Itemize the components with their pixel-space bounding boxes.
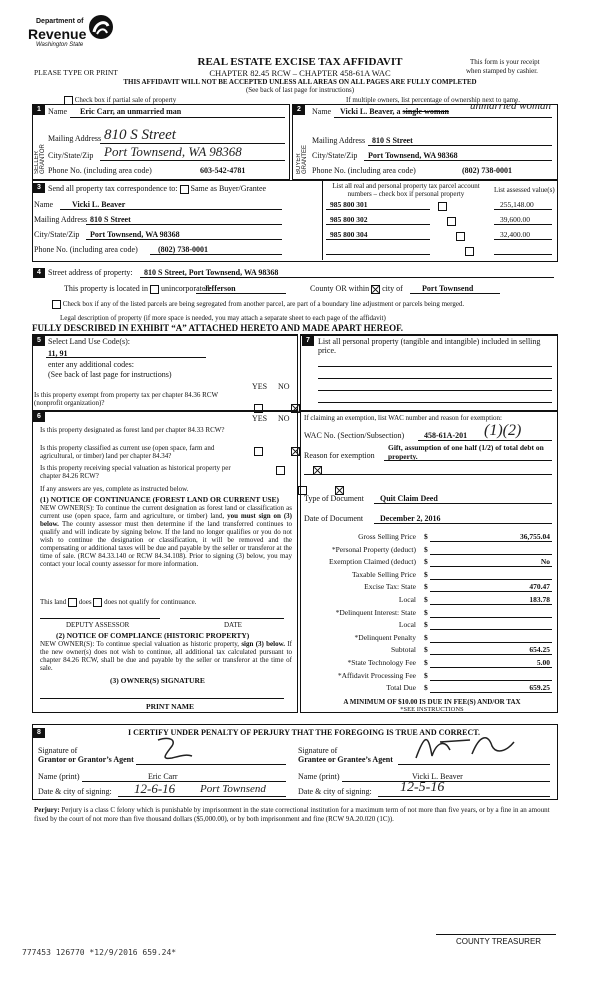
s6-yes: YES	[252, 414, 268, 423]
tax-row-label: Exemption Claimed (deduct)	[328, 557, 416, 567]
wac-number[interactable]: 458-61A-201	[424, 431, 468, 440]
logo-dept: Department of	[36, 18, 84, 25]
form-title: REAL ESTATE EXCISE TAX AFFIDAVIT	[197, 56, 403, 68]
reason-label: Reason for exemption	[304, 451, 375, 460]
receipt-note-1: This form is your receipt	[470, 58, 540, 66]
currency-symbol: $	[424, 645, 428, 655]
seller-side-label: SELLER GRANTOR	[34, 144, 46, 174]
wac-hand: (1)(2)	[484, 422, 522, 439]
parcel-assessed-value[interactable]: 255,148.00	[500, 200, 534, 209]
tax-row-value[interactable]: 36,755.04	[520, 532, 550, 541]
within-city[interactable]: Port Townsend	[422, 284, 474, 293]
tax-row-label: Local	[398, 620, 416, 630]
exempt-question: Is this property exempt from property tax per chapter 84.36 RCW (nonprofit organization)?	[34, 391, 218, 407]
city-of-label: city of	[382, 284, 403, 293]
doc-type[interactable]: Quit Claim Deed	[380, 494, 438, 503]
land-use-label: Select Land Use Code(s):	[48, 337, 130, 346]
tax-row-label: *Delinquent Interest: State	[335, 607, 416, 617]
q-historic: Is this property receiving special valuation as historical property per chapter 84.26 RCW?	[40, 464, 231, 480]
claim-exemption-label: If claiming an exemption, list WAC number and reason for exemption:	[304, 414, 502, 422]
does-label: does	[78, 598, 92, 607]
buyer-name[interactable]: Vicki L. Beaver, a	[340, 107, 401, 116]
tax-row-label: Taxable Selling Price	[351, 569, 416, 579]
personal-property-checkbox[interactable]	[447, 217, 456, 226]
tax-row-label: *Delinquent Penalty	[354, 632, 416, 642]
currency-symbol: $	[424, 532, 428, 541]
corr-city[interactable]: Port Townsend, WA 98368	[90, 230, 180, 239]
tax-row-value[interactable]: 654.25	[529, 645, 550, 655]
grantor-sig-label-1: Signature of	[38, 746, 78, 755]
parcel-assessed-value[interactable]: 39,600.00	[500, 215, 530, 224]
grantor-date-label: Date & city of signing:	[38, 787, 112, 796]
corr-name-label: Name	[34, 200, 54, 209]
currency-symbol: $	[424, 683, 428, 693]
buyer-phone[interactable]: (802) 738-0001	[462, 166, 512, 175]
grantor-signature	[150, 734, 210, 764]
does-not-checkbox[interactable]	[93, 598, 102, 607]
grantor-print-name[interactable]: Eric Carr	[148, 772, 178, 781]
county-label: County OR within	[310, 284, 370, 293]
parcel-account[interactable]: 985 800 301	[330, 200, 368, 209]
parcel-account[interactable]: 985 800 304	[330, 230, 368, 239]
currency-symbol: $	[424, 658, 428, 667]
form-subtitle: CHAPTER 82.45 RCW – CHAPTER 458-61A WAC	[209, 68, 391, 78]
tax-row-value[interactable]: 183.78	[529, 595, 550, 604]
county-treasurer-label: COUNTY TREASURER	[456, 937, 542, 946]
print-name-label: PRINT NAME	[146, 702, 194, 711]
correspondence-row	[48, 184, 266, 194]
segregated-checkbox[interactable]	[52, 300, 61, 309]
buyer-mail[interactable]: 810 S Street	[372, 136, 413, 145]
notice-continuance-title: (1) NOTICE OF CONTINUANCE (FOREST LAND OR CURRENT USE)	[40, 495, 280, 504]
correspondence-label: Send all property tax correspondence to:	[48, 184, 178, 193]
multiple-owners: If multiple owners, list percentage of ownership next to name.	[346, 96, 520, 104]
same-as-buyer-label: Same as Buyer/Grantee	[190, 184, 267, 193]
corr-phone-label: Phone No. (including area code)	[34, 245, 138, 254]
notice-compliance-text-b: If the new owner(s) does not wish to continue, all additional tax calculated pursuant to chapter 84.26 RCW, shall be due and payable by the seller or transferor at the time of sale.	[40, 640, 293, 672]
this-land-label: This land	[40, 598, 67, 607]
legal-description-label: Legal description of property (if more space is needed, you may attach a separate sheet to each page of the affidavit)	[60, 314, 386, 322]
partial-sale-label: Check box if partial sale of property	[74, 96, 177, 105]
notice-compliance-bold: sign (3) below.	[241, 640, 286, 648]
forest-yes-checkbox[interactable]	[254, 447, 263, 456]
unincorporated-checkbox[interactable]	[150, 285, 159, 294]
tax-row-label: *Affidavit Processing Fee	[337, 670, 416, 680]
seller-city-label: City/State/Zip	[48, 151, 94, 160]
buyer-city-label: City/State/Zip	[312, 151, 358, 160]
date-label: DATE	[224, 621, 242, 629]
currency-symbol: $	[424, 544, 428, 554]
buyer-name-hand: unmarried woman	[470, 100, 551, 112]
buyer-name-label: Name	[312, 107, 332, 116]
does-not-label: does not qualify for continuance.	[104, 598, 197, 607]
notice-continuance-text-b: The county assessor must then determine if the land transferred continues to qualify and will indicate by signing below. If the land no longer qualifies or you do not wish to continue the designation or classification, it will be removed and the compensating or additional taxes will be due and payable by the seller or transferor at the time of sale. (RCW 84.33.140 or RCW 84.34.108). Prior to signing (3) below, you may contact your local county assessor for more information.	[40, 520, 293, 568]
within-city-row	[310, 284, 403, 294]
doc-date-label: Date of Document	[304, 514, 364, 523]
perjury-notice	[34, 806, 556, 824]
notice-continuance-bold: you must sign on (3) below.	[40, 512, 292, 528]
buyer-phone-label: Phone No. (including area code)	[312, 166, 416, 175]
tax-row-label: Excise Tax: State	[364, 582, 416, 592]
parcels-header-2: List assessed value(s)	[494, 186, 555, 194]
tax-row-value[interactable]: 5.00	[536, 658, 550, 667]
logo-state: Washington State	[36, 42, 84, 48]
additional-codes-label: enter any additional codes:	[48, 360, 134, 369]
notice-continuance-text	[40, 504, 292, 568]
unincorporated-label: unincorporated	[160, 284, 210, 293]
minimum-due: A MINIMUM OF $10.00 IS DUE IN FEE(S) AND/OR TAX	[343, 698, 521, 706]
tax-row-value[interactable]: 659.25	[529, 683, 550, 693]
grantee-signature	[410, 728, 520, 764]
seller-city[interactable]: Port Townsend, WA 98368	[104, 144, 242, 159]
located-row	[64, 284, 209, 294]
q-current-use: Is this property classified as current use (open space, farm and agricultural, or timber) land per chapter 84.34?	[40, 444, 215, 460]
within-city-checkbox[interactable]	[371, 285, 380, 294]
perjury-text: Perjury is a class C felony which is punishable by imprisonment in the state correctional institution for a maximum term of not more than five years, or by a fine in an amount fixed by the court of not more than five thousand dollars ($5,000.00), or by both imprisonment and fine (RCW 9A.20.020 (1C)).	[34, 806, 550, 823]
county[interactable]: Jefferson	[204, 284, 236, 293]
personal-property-label: List all personal property (tangible and intangible) included in selling price.	[318, 337, 541, 355]
buyer-side-label: BUYER GRANTEE	[296, 144, 308, 174]
grantor-city[interactable]: Port Townsend	[200, 783, 266, 795]
seller-phone[interactable]: 603-542-4781	[200, 166, 246, 175]
land-use-section: 5 Select Land Use Code(s): 11, 91 enter any additional codes: (See back of last page for instructions) YES NO Is this property exempt from property tax per chapter 84.36 RCW (nonprofit organization)?	[0, 10, 600, 20]
segregated-row	[52, 300, 464, 309]
grantee-date-label: Date & city of signing:	[298, 787, 372, 796]
same-as-buyer-checkbox[interactable]	[180, 185, 189, 194]
exemption-reason[interactable]: Gift, assumption of one half (1/2) of total debt on property.	[388, 443, 544, 461]
grantee-sig-label-1: Signature of	[298, 746, 338, 755]
correspondence-section: 3 Send all property tax correspondence to: Same as Buyer/Grantee Name Vicki L. Beaver Mailing Address 810 S Street City/State/Zip Port Townsend, WA 98368 Phone No. (including area code) (802) 738-0001 List all real and personal property tax parcel account numbers – check box if personal property List assessed value(s) 985 800 301 255,148.00 985 800 302 39,600.00 985 800 304 32,400.00	[0, 0, 600, 10]
personal-property-checkbox[interactable]	[465, 247, 474, 256]
located-label: This property is located in	[64, 284, 148, 293]
parcel-account[interactable]: 985 800 302	[330, 215, 368, 224]
buyer-name-struck: single woman	[402, 107, 449, 116]
doc-type-label: Type of Document	[304, 494, 364, 503]
buyer-city[interactable]: Port Townsend, WA 98368	[368, 151, 458, 160]
form-note: THIS AFFIDAVIT WILL NOT BE ACCEPTED UNLESS ALL AREAS ON ALL PAGES ARE FULLY COMPLETED	[123, 78, 477, 86]
grantee-date[interactable]: 12-5-16	[400, 780, 445, 795]
currency-symbol: $	[424, 569, 428, 579]
seller-mail-label: Mailing Address	[48, 134, 102, 143]
corr-mail-label: Mailing Address	[34, 215, 88, 224]
tax-row-label: Local	[398, 595, 416, 604]
s5-no: NO	[278, 382, 290, 391]
currency-symbol: $	[424, 557, 428, 567]
tax-row-value[interactable]: 470.47	[529, 582, 550, 592]
forest-no-checkbox[interactable]	[291, 447, 300, 456]
doc-date[interactable]: December 2, 2016	[380, 514, 441, 523]
qualify-row	[40, 598, 196, 607]
personal-property-checkbox[interactable]	[438, 202, 447, 211]
notice-compliance-title: (2) NOTICE OF COMPLIANCE (HISTORIC PROPERTY)	[56, 631, 250, 640]
cashier-stamp: 777453 126770 *12/9/2016 659.24*	[22, 948, 177, 957]
grantor-date[interactable]: 12-6-16	[134, 781, 176, 796]
seller-name[interactable]: Eric Carr, an unmarried man	[80, 107, 182, 116]
corr-mail[interactable]: 810 S Street	[90, 215, 131, 224]
logo-name: Revenue	[28, 26, 87, 42]
seller-phone-label: Phone No. (including area code)	[48, 166, 152, 175]
tax-row-label: Subtotal	[390, 645, 416, 655]
current-use-yes-checkbox[interactable]	[276, 466, 285, 475]
corr-city-label: City/State/Zip	[34, 230, 80, 239]
currency-symbol: $	[424, 607, 428, 617]
certify-statement: I CERTIFY UNDER PENALTY OF PERJURY THAT THE FOREGOING IS TRUE AND CORRECT.	[128, 728, 481, 737]
notice-compliance-text	[40, 640, 292, 672]
grantor-sig-label-2: Grantor or Grantor’s Agent	[38, 755, 134, 764]
forest-current-use-section: 6 YES NO Is this property designated as forest land per chapter 84.33 RCW? Is this property classified as current use (open space, farm and agricultural, or timber) land per chapter 84.34? Is this property receiving special valuation as historical property per chapter 84.26 RCW? If any answers are yes, complete as instructed below. (1) NOTICE OF CONTINUANCE (FOREST LAND OR CURRENT USE) NEW OWNER(S): To continue the current designation as forest land or classification as current use (open space, farm and agriculture, or timber) land, you must sign on (3) below. The county assessor must then determine if the land transferred continues to qualify and will indicate by signing below. If the land no longer qualifies or you do not wish to continue the designation or classification, it will be removed and the compensating or additional taxes will be due and payable by the seller or transferor at the time of sale. (RCW 84.33.140 or RCW 84.34.108). Prior to signing (3) below, you may contact your local county assessor for more information. This land does does not qualify for continuance. DEPUTY ASSESSOR DATE (2) NOTICE OF COMPLIANCE (HISTORIC PROPERTY) NEW OWNER(S): To continue special valuation as historic property, sign (3) below. If the new owner(s) does not wish to continue, all additional tax calculated pursuant to chapter 84.26 RCW, shall be due and payable by the seller or transferor at the time of sale. (3) OWNER(S) SIGNATURE PRINT NAME	[0, 19, 600, 29]
s5-yes: YES	[252, 382, 268, 391]
see-back: (See back of last page for instructions)	[245, 86, 355, 94]
street-address[interactable]: 810 S Street, Port Townsend, WA 98368	[144, 268, 279, 277]
grantee-print-name[interactable]: Vicki L. Beaver	[412, 772, 463, 781]
tax-row-label: *Personal Property (deduct)	[331, 544, 416, 554]
does-checkbox[interactable]	[68, 598, 77, 607]
segregated-label: Check box if any of the listed parcels are being segregated from another parcel, are part of a boundary line adjustment or parcels being merged.	[62, 300, 465, 309]
tax-row-label: Total Due	[386, 683, 416, 693]
corr-name[interactable]: Vicki L. Beaver	[72, 200, 126, 209]
currency-symbol: $	[424, 582, 428, 592]
q-forest: Is this property designated as forest land per chapter 84.33 RCW?	[40, 426, 225, 434]
corr-phone[interactable]: (802) 738-0001	[158, 245, 208, 254]
seller-name-label: Name	[48, 107, 68, 116]
tax-row-label: *State Technology Fee	[347, 658, 416, 667]
land-use-codes[interactable]: 11, 91	[48, 349, 68, 358]
parcels-header-1: List all real and personal property tax parcel account numbers – check box if personal property	[332, 182, 480, 198]
notice-continuance-text-a: NEW OWNER(S): To continue the current designation as forest land or classification as current use (open space, farm and agriculture, or timber) land,	[40, 504, 292, 520]
parcel-assessed-value[interactable]: 32,400.00	[500, 230, 530, 239]
grantor-name-label: Name (print)	[38, 772, 80, 781]
currency-symbol: $	[424, 620, 428, 630]
revenue-logo	[28, 14, 128, 54]
tax-row-label: Gross Selling Price	[358, 532, 416, 541]
perjury-label: Perjury:	[34, 806, 60, 814]
please-type: PLEASE TYPE OR PRINT	[34, 68, 118, 77]
s6-no: NO	[278, 414, 290, 423]
buyer-mail-label: Mailing Address	[312, 136, 366, 145]
buyer-name-row	[340, 107, 449, 116]
street-label: Street address of property:	[48, 268, 133, 277]
land-use-see-back: (See back of last page for instructions)	[48, 370, 172, 379]
if-yes-note: If any answers are yes, complete as instructed below.	[40, 485, 189, 493]
owner-signature-label: (3) OWNER(S) SIGNATURE	[110, 676, 205, 685]
currency-symbol: $	[424, 632, 428, 642]
tax-row-value[interactable]: No	[540, 557, 550, 567]
personal-property-checkbox[interactable]	[456, 232, 465, 241]
currency-symbol: $	[424, 670, 428, 680]
currency-symbol: $	[424, 595, 428, 604]
grantee-sig-label-2: Grantee or Grantee’s Agent	[298, 755, 393, 764]
see-instructions: *SEE INSTRUCTIONS	[400, 706, 464, 713]
exhibit-a: FULLY DESCRIBED IN EXHIBIT “A” ATTACHED HERETO AND MADE APART HEREOF.	[32, 323, 404, 333]
seller-mail[interactable]: 810 S Street	[104, 127, 176, 143]
wac-label: WAC No. (Section/Subsection)	[304, 431, 405, 440]
grantee-name-label: Name (print)	[298, 772, 340, 781]
deputy-assessor-label: DEPUTY ASSESSOR	[66, 621, 130, 629]
notice-compliance-text-a: NEW OWNER(S): To continue special valuation as historic property,	[40, 640, 240, 648]
receipt-note-2: when stamped by cashier.	[466, 67, 538, 75]
